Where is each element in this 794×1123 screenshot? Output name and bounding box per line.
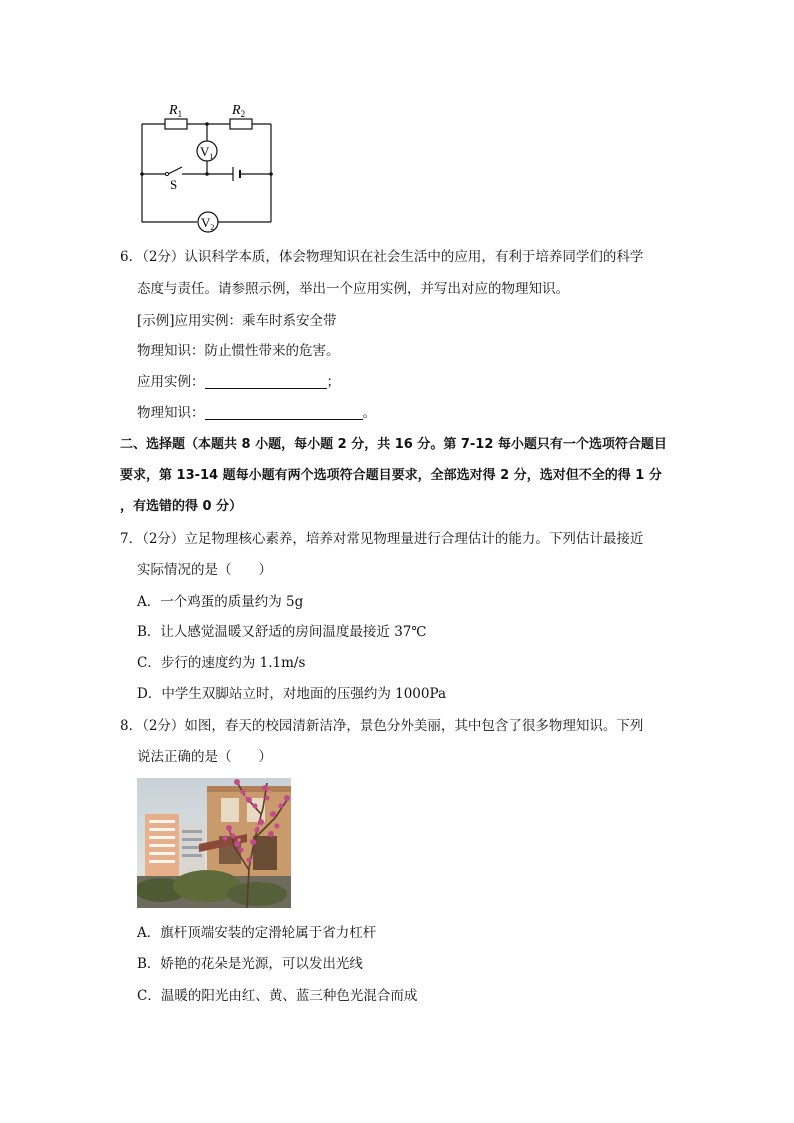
q8-option-a[interactable]: A．旗杆顶端安装的定滑轮属于省力杠杆 (137, 925, 377, 941)
switch-contact (165, 172, 168, 175)
switch-blade (168, 167, 182, 174)
q6-application-end: ； (326, 374, 340, 390)
junction-dot (205, 122, 209, 126)
q7-option-b[interactable]: B．让人感觉温暖又舒适的房间温度最接近 37℃ (137, 624, 427, 640)
q8-option-b[interactable]: B．娇艳的花朵是光源，可以发出光线 (137, 956, 363, 972)
q6-knowledge-blank[interactable] (205, 405, 363, 420)
q8-line2: 说法正确的是（ ） (137, 749, 272, 765)
resistor-r1 (165, 119, 187, 129)
label-v1: $V_1$ (200, 144, 214, 161)
q6-line2: 态度与责任。请参照示例，举出一个应用实例，并写出对应的物理知识。 (137, 281, 569, 297)
q8-option-c[interactable]: C．温暖的阳光由红、黄、蓝三种色光混合而成 (137, 988, 418, 1004)
junction-dot (205, 172, 209, 176)
q6-knowledge-label: 物理知识： (137, 405, 205, 421)
q6-application-label: 应用实例： (137, 374, 205, 390)
q7-option-d[interactable]: D．中学生双脚站立时，对地面的压强约为 1000Pa (137, 686, 446, 702)
section2-line1: 二、选择题（本题共 8 小题，每小题 2 分，共 16 分。第 7-12 每小题只有一个选项符合题目 (120, 437, 667, 452)
label-v2: $V_2$ (201, 215, 215, 232)
section2-line3: ，有选错的得 0 分） (120, 499, 243, 514)
circuit-diagram (130, 95, 290, 235)
q6-application-blank[interactable] (205, 374, 327, 389)
q7-option-c[interactable]: C．步行的速度约为 1.1m/s (137, 655, 306, 671)
label-switch: S (170, 177, 178, 192)
q6-line1: 6．（2分）认识科学本质，体会物理知识在社会生活中的应用，有利于培养同学们的科学 (120, 249, 644, 265)
q7-line2: 实际情况的是（ ） (137, 562, 272, 578)
section2-line2: 要求，第 13-14 题每小题有两个选项符合题目要求，全部选对得 2 分，选对但不全的得 1 分 (120, 468, 662, 483)
resistor-r2 (230, 119, 252, 129)
campus-spring-photo (137, 778, 291, 908)
label-r1: $R_1$ (169, 103, 183, 119)
q6-knowledge-end: 。 (362, 405, 376, 421)
junction-dot (140, 172, 144, 176)
q8-line1: 8．（2分）如图，春天的校园清新洁净，景色分外美丽，其中包含了很多物理知识。下列 (120, 718, 644, 734)
q6-application-row (137, 372, 340, 392)
q7-option-a[interactable]: A．一个鸡蛋的质量约为 5g (137, 594, 304, 610)
label-r2: $R_2$ (232, 103, 246, 119)
q6-example-knowledge: 物理知识：防止惯性带来的危害。 (137, 343, 340, 359)
q7-line1: 7．（2分）立足物理核心素养，培养对常见物理量进行合理估计的能力。下列估计最接近 (120, 531, 644, 547)
q6-knowledge-row (137, 403, 376, 423)
junction-dot (269, 172, 273, 176)
q6-example: [示例]应用实例：乘车时系安全带 (137, 313, 337, 329)
